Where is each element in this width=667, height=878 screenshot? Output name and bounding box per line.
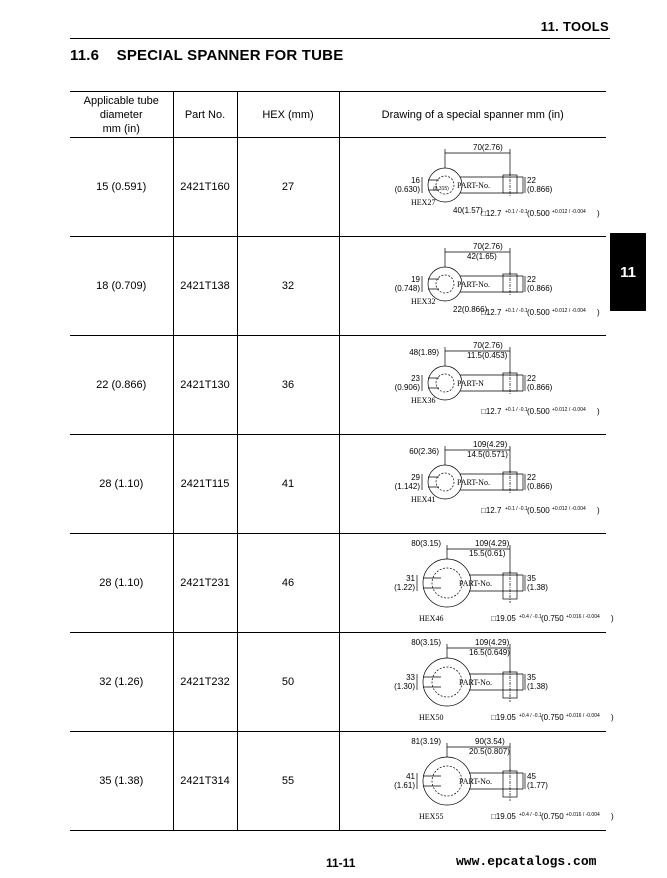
head-dimension-in: (1.61) [393, 781, 415, 790]
hex-size-label: HEX46 [418, 614, 444, 623]
table-row [70, 435, 606, 534]
square-drive-size-in: (0.500 [526, 308, 550, 317]
hex-cell: 55 [237, 732, 339, 831]
section-title: 11.6 SPECIAL SPANNER FOR TUBE [70, 47, 344, 64]
width-dimension-in: (1.77) [526, 781, 548, 790]
square-drive-tolerance: +0.1 / -0.1 [504, 308, 528, 314]
head-dimension-in: (0.906) [394, 383, 420, 392]
head-dimension-mm: 16 [410, 176, 420, 185]
width-dimension-mm: 22 [526, 473, 536, 482]
tube-diameter-cell: 18 (0.709) [70, 237, 173, 336]
offset-dimension-label: 16.5(0.649) [468, 648, 510, 657]
slot-dimension-label: (0.315) [432, 186, 449, 192]
watermark: www.epcatalogs.com [456, 854, 597, 869]
bottom-dimension-label: 22(0.866) [452, 305, 487, 314]
length-dimension-label: 70(2.76) [472, 242, 503, 251]
tube-diameter-cell: 22 (0.866) [70, 336, 173, 435]
offset-dimension-label: 15.5(0.61) [468, 549, 506, 558]
hex-cell: 50 [237, 633, 339, 732]
part-no-cell: 2421T115 [173, 435, 237, 534]
hex-cell: 27 [237, 138, 339, 237]
square-drive-size-in: (0.500 [526, 209, 550, 218]
hex-size-label: HEX55 [418, 812, 444, 821]
chapter-side-tab: 11 [610, 233, 646, 311]
square-drive-size: □12.7 [480, 506, 502, 515]
header-tube-diameter [70, 92, 173, 138]
head-dimension-mm: 19 [410, 275, 420, 284]
square-drive-close-paren: ) [610, 713, 614, 722]
square-drive-tolerance: +0.1 / -0.1 [504, 506, 528, 512]
spanner-drawing-cell [339, 435, 606, 534]
hex-cell: 36 [237, 336, 339, 435]
table-row [70, 138, 606, 237]
width-dimension-mm: 22 [526, 275, 536, 284]
part-number-marking: PART-No. [458, 777, 492, 786]
tube-diameter-cell: 35 (1.38) [70, 732, 173, 831]
spanner-drawing-cell [339, 633, 614, 732]
head-dimension-mm: 41 [405, 772, 415, 781]
square-drive-close-paren: ) [610, 812, 614, 821]
square-drive-tolerance-in: +0.012 / -0.004 [551, 308, 586, 314]
spanner-drawing [373, 141, 600, 233]
spanner-drawing [373, 339, 600, 431]
square-drive-close-paren: ) [596, 308, 600, 317]
header-part-no: Part No. [173, 92, 237, 138]
wrench-slot [428, 378, 439, 388]
header-divider [70, 38, 610, 39]
table-row [70, 534, 606, 633]
tube-diameter-cell: 28 (1.10) [70, 534, 173, 633]
offset-dimension-label: 14.5(0.571) [466, 450, 508, 459]
table-row [70, 633, 606, 732]
tube-diameter-cell: 28 (1.10) [70, 435, 173, 534]
hex-opening [432, 667, 462, 697]
head-dimension-in: (0.748) [394, 284, 420, 293]
spanner-drawing [373, 537, 614, 629]
square-drive-tolerance-in: +0.012 / -0.004 [551, 407, 586, 413]
tube-diameter-cell: 15 (0.591) [70, 138, 173, 237]
square-drive-size-in: (0.750 [540, 812, 564, 821]
part-no-cell: 2421T314 [173, 732, 237, 831]
length-dimension-label: 70(2.76) [472, 143, 503, 152]
length-dimension-label: 109(4.29) [474, 638, 509, 647]
table-row [70, 336, 606, 435]
square-drive-close-paren: ) [596, 407, 600, 416]
square-drive-tolerance: +0.4 / -0.1 [518, 713, 542, 719]
header-drawing: Drawing of a special spanner mm (in) [339, 92, 606, 138]
part-no-cell: 2421T138 [173, 237, 237, 336]
part-number-marking: PART-No. [456, 280, 490, 289]
table-row [70, 732, 606, 831]
wrench-slot [428, 477, 439, 487]
square-drive-close-paren: ) [610, 614, 614, 623]
spanner-drawing-cell [339, 534, 614, 633]
spanner-drawing-cell [339, 732, 614, 831]
square-drive-size: □19.05 [490, 812, 516, 821]
part-no-cell: 2421T130 [173, 336, 237, 435]
head-dimension-in: (1.22) [393, 583, 415, 592]
square-drive-close-paren: ) [596, 209, 600, 218]
width-dimension-in: (0.866) [526, 482, 553, 491]
spanner-drawing [373, 636, 614, 728]
hex-size-label: HEX50 [418, 713, 444, 722]
length-dimension-label: 109(4.29) [472, 440, 507, 449]
part-no-cell: 2421T160 [173, 138, 237, 237]
part-number-marking: PART-No. [458, 579, 492, 588]
wrench-slot [428, 279, 439, 289]
square-drive-close-paren: ) [596, 506, 600, 515]
square-drive-tolerance-in: +0.016 / -0.004 [565, 713, 600, 719]
square-drive-size-in: (0.500 [526, 506, 550, 515]
hex-size-label: HEX27 [410, 198, 436, 207]
square-drive-size: □19.05 [490, 614, 516, 623]
square-drive-tolerance: +0.1 / -0.1 [504, 209, 528, 215]
table-header-row [70, 92, 606, 138]
part-number-marking: PART-No. [456, 181, 490, 190]
square-drive-size: □19.05 [490, 713, 516, 722]
hex-size-label: HEX36 [410, 396, 436, 405]
square-drive-tolerance: +0.4 / -0.1 [518, 812, 542, 818]
head-dimension-mm: 31 [405, 574, 415, 583]
width-dimension-in: (1.38) [526, 583, 548, 592]
square-drive-size: □12.7 [480, 209, 502, 218]
page-number: 11-11 [326, 856, 356, 870]
header-tube-line: Applicable tube [83, 94, 159, 107]
header-tube-line: mm (in) [102, 122, 140, 135]
head-dimension-mm: 23 [410, 374, 420, 383]
width-dimension-mm: 22 [526, 374, 536, 383]
hex-size-label: HEX41 [410, 495, 436, 504]
head-dimension-in: (1.30) [393, 682, 415, 691]
offset-dimension-label: 11.5(0.453) [466, 351, 508, 360]
head-dimension-mm: 33 [405, 673, 415, 682]
header-hex: HEX (mm) [237, 92, 339, 138]
width-dimension-mm: 35 [526, 673, 536, 682]
square-drive-tolerance-in: +0.016 / -0.004 [565, 614, 600, 620]
square-drive-size-in: (0.750 [540, 614, 564, 623]
width-dimension-in: (0.866) [526, 383, 553, 392]
hex-cell: 32 [237, 237, 339, 336]
hex-opening [432, 568, 462, 598]
square-drive-size: □12.7 [480, 308, 502, 317]
head-radius-label: 60(2.36) [408, 447, 439, 456]
part-number-marking: PART-No. [456, 478, 490, 487]
hex-size-label: HEX32 [410, 297, 436, 306]
head-radius-label: 48(1.89) [408, 348, 439, 357]
square-drive-tolerance-in: +0.012 / -0.004 [551, 506, 586, 512]
hex-opening [432, 766, 462, 796]
head-dimension-mm: 29 [410, 473, 420, 482]
width-dimension-in: (0.866) [526, 185, 553, 194]
hex-opening [436, 374, 454, 392]
hex-opening [436, 473, 454, 491]
part-number-marking: PART-N [456, 379, 484, 388]
square-drive-tolerance-in: +0.016 / -0.004 [565, 812, 600, 818]
length-dimension-label: 109(4.29) [474, 539, 509, 548]
chapter-header: 11. TOOLS [540, 19, 609, 34]
tube-diameter-cell: 32 (1.26) [70, 633, 173, 732]
table-row [70, 237, 606, 336]
width-dimension-in: (0.866) [526, 284, 553, 293]
head-radius-label: 80(3.15) [410, 539, 441, 548]
width-dimension-mm: 22 [526, 176, 536, 185]
length-dimension-label: 70(2.76) [472, 341, 503, 350]
head-dimension-in: (1.142) [394, 482, 420, 491]
square-drive-size-in: (0.750 [540, 713, 564, 722]
width-dimension-mm: 45 [526, 772, 536, 781]
hex-opening [436, 275, 454, 293]
square-drive-tolerance: +0.4 / -0.1 [518, 614, 542, 620]
spanner-spec-table [70, 91, 614, 831]
square-drive-tolerance: +0.1 / -0.1 [504, 407, 528, 413]
spanner-drawing-cell [339, 237, 606, 336]
offset-dimension-label: 42(1.65) [466, 252, 497, 261]
spanner-drawing [373, 240, 600, 332]
width-dimension-mm: 35 [526, 574, 536, 583]
width-dimension-in: (1.38) [526, 682, 548, 691]
part-number-marking: PART-No. [458, 678, 492, 687]
head-radius-label: 80(3.15) [410, 638, 441, 647]
header-tube-line: diameter [99, 108, 143, 121]
offset-dimension-label: 20.5(0.807) [468, 747, 510, 756]
square-drive-size: □12.7 [480, 407, 502, 416]
spanner-drawing-cell [339, 336, 606, 435]
head-dimension-in: (0.630) [394, 185, 420, 194]
spanner-drawing [373, 438, 600, 530]
hex-cell: 46 [237, 534, 339, 633]
head-radius-label: 81(3.19) [410, 737, 441, 746]
part-no-cell: 2421T231 [173, 534, 237, 633]
hex-cell: 41 [237, 435, 339, 534]
length-dimension-label: 90(3.54) [474, 737, 505, 746]
square-drive-size-in: (0.500 [526, 407, 550, 416]
spanner-drawing-cell [339, 138, 606, 237]
bottom-dimension-label: 40(1.57) [452, 206, 483, 215]
part-no-cell: 2421T232 [173, 633, 237, 732]
square-drive-tolerance-in: +0.012 / -0.004 [551, 209, 586, 215]
spanner-drawing [373, 735, 614, 827]
